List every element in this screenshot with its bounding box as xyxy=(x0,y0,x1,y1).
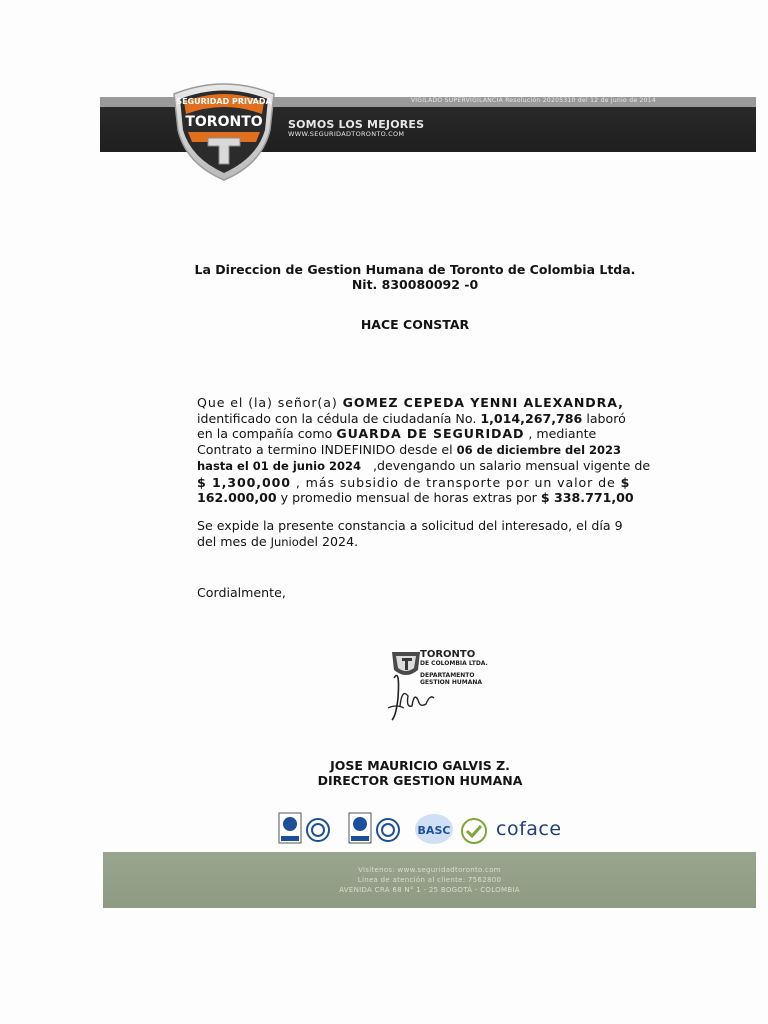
shield-initial: T xyxy=(223,160,225,161)
closing: Cordialmente, xyxy=(197,585,286,600)
iqnet-cert-icon-2 xyxy=(376,818,400,842)
stamp-dept-1: DEPARTAMENTO xyxy=(420,672,475,679)
slogan-text: SOMOS LOS MEJORES xyxy=(288,118,425,131)
check-seal-icon xyxy=(460,818,488,844)
overtime-amount: $ 338.771,00 xyxy=(540,490,634,505)
body-line-3: en la compañía como GUARDA DE SEGURIDAD , mediante xyxy=(197,426,597,441)
certificate-body xyxy=(197,395,651,506)
stamp-dept-2: GESTION HUMANA xyxy=(420,679,483,686)
issuer-heading: La Direccion de Gestion Humana de Toronto de Colombia Ltda. xyxy=(194,262,636,277)
toronto-shield-logo xyxy=(166,80,282,182)
shield-brand-text: TORONTO xyxy=(185,114,263,130)
slogan-website: WWW.SEGURIDADTORONTO.COM xyxy=(288,130,405,138)
basc-logo xyxy=(414,812,454,846)
start-date: 06 de diciembre del 2023 xyxy=(456,442,622,457)
issuer-nit: Nit. 830080092 -0 xyxy=(351,277,479,292)
iqnet-cert-icon xyxy=(306,818,330,842)
letterhead-footer xyxy=(103,852,756,908)
body-line-1: Que el (la) señor(a) GOMEZ CEPEDA YENNI ALEXANDRA, xyxy=(197,395,624,410)
end-date: hasta el 01 de junio 2024 xyxy=(197,459,362,473)
stamp-name: TORONTO xyxy=(420,649,476,660)
certification-logos xyxy=(278,810,578,848)
icontec-cert-icon-2 xyxy=(348,812,372,844)
svg-text:BASC: BASC xyxy=(417,824,451,837)
slogan xyxy=(288,119,424,138)
issue-line-1: Se expide la presente constancia a solicitud del interesado, el día 9 xyxy=(197,518,623,533)
supervision-note: VIGILADO SUPERVIGILANCIA Resolución 20205310 del 12 de junio de 2014 xyxy=(410,97,656,104)
certificate-title: HACE CONSTAR xyxy=(360,317,470,332)
stamp-sub: DE COLOMBIA LTDA. xyxy=(420,660,488,667)
icontec-cert-icon xyxy=(278,812,302,844)
shield-arc-text: SEGURIDAD PRIVADA xyxy=(176,97,272,106)
issue-month: Junio xyxy=(270,534,299,549)
salary: $ 1,300,000 xyxy=(197,474,291,490)
id-number: 1,014,267,786 xyxy=(480,410,583,426)
hr-stamp xyxy=(420,650,488,686)
transport-amount: 162.000,00 xyxy=(197,490,277,505)
job-position: GUARDA DE SEGURIDAD xyxy=(336,426,525,441)
employee-name: GOMEZ CEPEDA YENNI ALEXANDRA, xyxy=(342,395,624,410)
body-line-6: $ 1,300,000 , más subsidio de transporte por un valor de $ xyxy=(197,474,631,490)
issue-paragraph xyxy=(197,518,643,550)
footer-address: AVENIDA CRA 68 N° 1 - 25 BOGOTÁ - COLOMBIA xyxy=(339,886,520,894)
footer-phone: Línea de atención al cliente: 7562800 xyxy=(357,876,502,884)
body-line-2: identificado con la cédula de ciudadanía No. 1,014,267,786 laboró xyxy=(197,410,626,426)
footer-website: Visítenos: www.seguridadtoronto.com xyxy=(358,866,501,874)
signer-name: JOSE MAURICIO GALVIS Z. xyxy=(330,758,510,773)
body-line-5: hasta el 01 de junio 2024 ,devengando un salario mensual vigente de xyxy=(197,458,651,473)
body-line-4: Contrato a termino INDEFINIDO desde el 06 de diciembre del 2023 xyxy=(197,441,622,457)
coface-logo: coface xyxy=(496,818,562,840)
signer-role: DIRECTOR GESTION HUMANA xyxy=(317,773,523,788)
issue-line-2: del mes de Juniodel 2024. xyxy=(197,533,359,549)
body-line-7: 162.000,00 y promedio mensual de horas extras por $ 338.771,00 xyxy=(197,490,634,505)
